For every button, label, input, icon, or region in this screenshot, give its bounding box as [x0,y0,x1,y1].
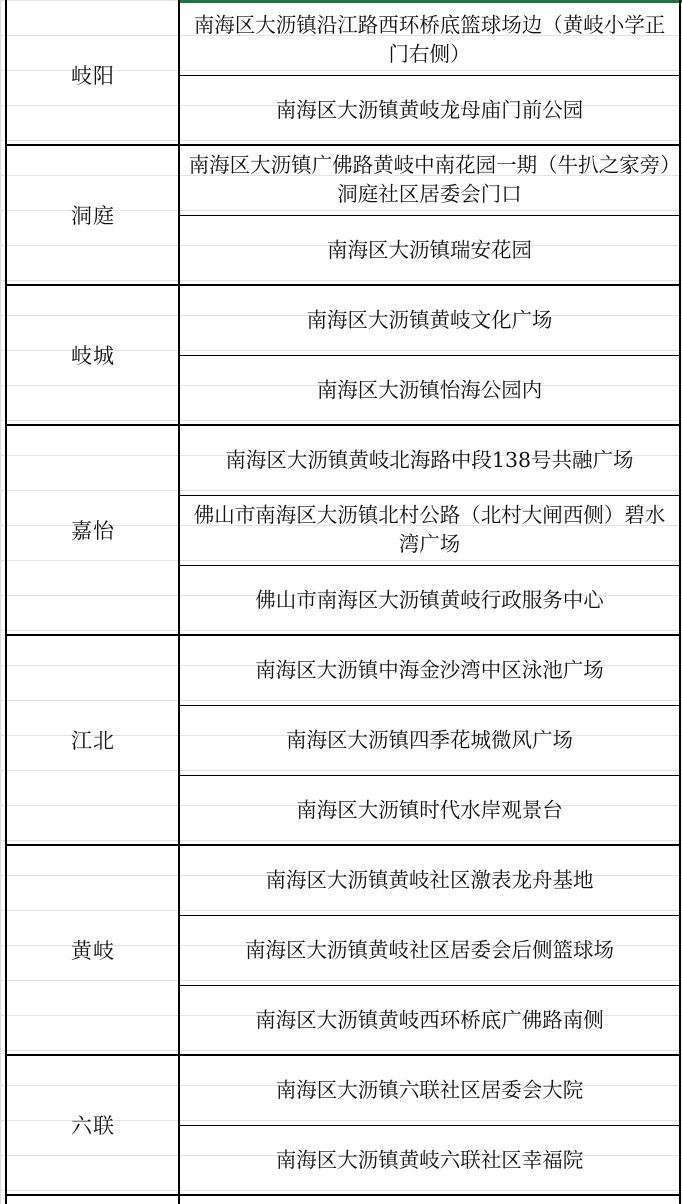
location-cell[interactable]: 南海区大沥镇黄岐北海路中段138号共融广场 [225,447,634,472]
district-cell[interactable]: 洞庭 [71,204,115,228]
location-cell[interactable]: 南海区大沥镇黄岐六联社区幸福院 [275,1147,584,1172]
active-cell-selection [178,0,682,3]
location-cell[interactable]: 佛山市南海区大沥镇黄岐行政服务中心 [255,587,604,612]
location-cell[interactable]: 南海区大沥镇广佛路黄岐中南花园一期（牛扒之家旁）洞庭社区居委会门口 [188,153,671,206]
location-cell[interactable]: 南海区大沥镇黄岐社区居委会后侧篮球场 [245,937,614,962]
location-cell[interactable]: 南海区大沥镇沿江路西环桥底篮球场边（黄岐小学正门右侧） [193,13,666,66]
district-cell[interactable]: 江北 [71,729,115,753]
location-cell[interactable]: 南海区大沥镇瑞安花园 [327,237,532,262]
location-cell[interactable]: 南海区大沥镇四季花城微风广场 [286,727,573,752]
district-cell[interactable]: 岐阳 [71,64,115,88]
group-divider [5,1194,681,1196]
location-cell[interactable]: 南海区大沥镇时代水岸观景台 [296,797,563,822]
location-cell[interactable]: 南海区大沥镇中海金沙湾中区泳池广场 [255,657,604,682]
location-cell[interactable]: 南海区大沥镇黄岐文化广场 [306,307,553,332]
table-right-border [679,0,681,1204]
location-cell[interactable]: 南海区大沥镇黄岐西环桥底广佛路南侧 [255,1007,604,1032]
location-cell[interactable]: 佛山市南海区大沥镇北村公路（北村大闸西侧）碧水湾广场 [193,503,666,556]
location-cell[interactable]: 南海区大沥镇黄岐社区激表龙舟基地 [265,867,594,892]
district-cell[interactable]: 六联 [71,1114,115,1138]
location-cell[interactable]: 南海区大沥镇怡海公园内 [316,377,543,402]
district-cell[interactable]: 黄岐 [71,939,115,963]
district-cell[interactable]: 嘉怡 [71,519,115,543]
district-cell[interactable]: 岐城 [71,344,115,368]
location-cell[interactable]: 南海区大沥镇黄岐龙母庙门前公园 [275,97,584,122]
location-cell[interactable]: 南海区大沥镇六联社区居委会大院 [275,1077,584,1102]
